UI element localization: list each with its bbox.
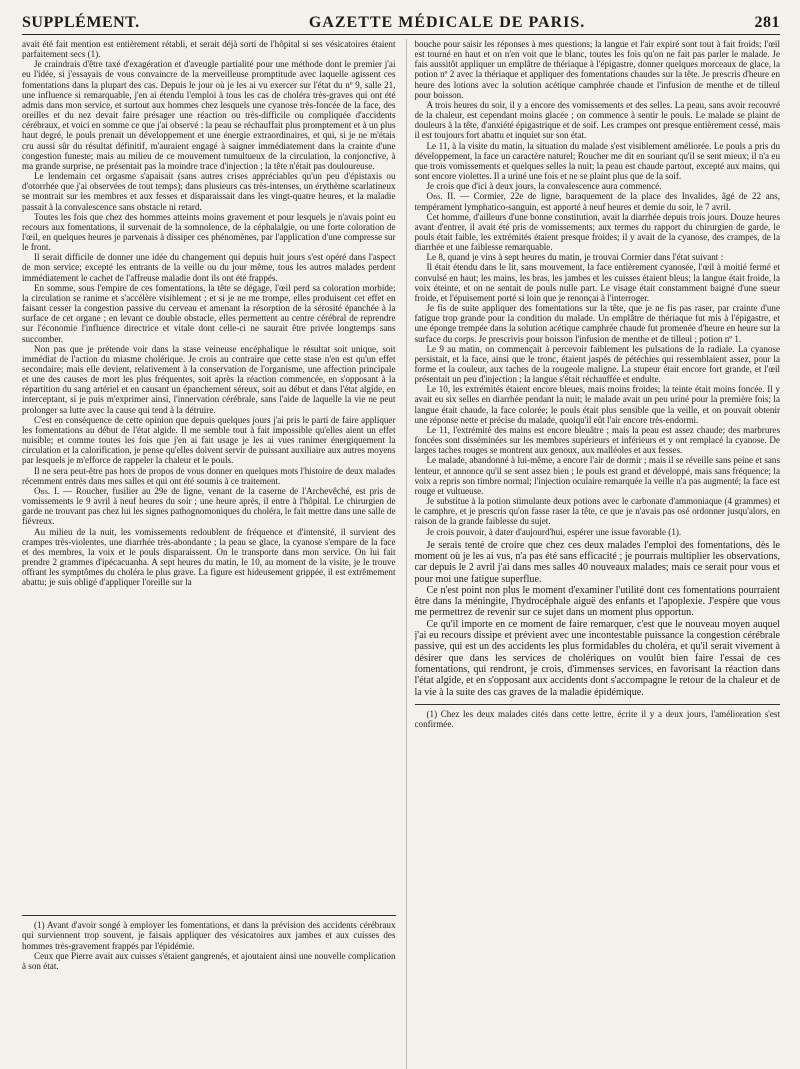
right-text-large (415, 540, 781, 698)
paragraph: Ce n'est point non plus le moment d'examiner l'utilité dont ces fomentations pourraient être dans la méningite, l'hydrocéphale aiguë des enfants et l'apoplexie. J'espère que vous me permettrez de revenir sur ce sujet dans un moment plus opportun. (414, 584, 780, 619)
paragraph: Le 11, l'extrémité des mains est encore bleuâtre ; mais la peau est assez chaude; des marbrures foncées sont disséminées sur les membres supérieurs et inférieurs et y ont remplacé la cyanose. De larges taches rouges se montrent aux genoux, aux malléoles et aux fesses. (414, 424, 780, 456)
right-column-body (415, 39, 781, 1049)
footnote: (1) Avant d'avoir songé à employer les fomentations, et dans la prévision des accidents cérébraux qui surviennent trop souvent, je faisais appliquer des vésicatoires aux jambes et aux cuisses des hommes très-gravement frappés par l'épidémie. (22, 920, 396, 951)
left-column-body (22, 39, 396, 909)
footnote: (1) Chez les deux malades cités dans cette lettre, écrite il y a deux jours, l'amélioration s'est confirmée. (414, 708, 780, 730)
observation-label: Obs. II. (426, 191, 456, 202)
right-text (415, 39, 781, 537)
paragraph: En somme, sous l'empire de ces fomentations, la tête se dégage, l'œil perd sa coloration morbide; la circulation se ranime et s'accélère visiblement ; et si je ne me trompe, elles produisent cet effet en faisant cesser la congestion passive du cerveau et amenant la résorption de la sérosité épanchée à la surface de cet organe ; en levant ce double obstacle, elles permettent au centre cérébral de reprendre sur l'économie l'influence directrice et vitale dont celle-ci ne saurait être privée longtemps sans succomber. (22, 282, 396, 344)
paragraph: Cet homme, d'ailleurs d'une bonne constitution, avait la diarrhée depuis trois jours. Douze heures avant d'entrer, il avait été pris de vomissements; aux termes du rapport du chirurgien de garde, le pouls était faible, les extrémités étaient presque froides; il y avait de la cyanose, des crampes, de la diarrhée et une faiblesse remarquable. (414, 211, 780, 253)
paragraph: Le 9 au matin, on commençait à percevoir faiblement les pulsations de la radiale. La cyanose persistait, et la face, ainsi que le tronc, étaient jaspés de pétéchies qui ressemblaient assez, pour la forme et la couleur, aux taches de la rougeole maligne. La stupeur était encore fort grande, et l'œil présentait un peu d'injection ; la langue s'était réchauffée et endulte. (414, 343, 780, 385)
journal-title: GAZETTE MÉDICALE DE PARIS. (308, 14, 586, 31)
paragraph: Il était étendu dans le lit, sans mouvement, la face entièrement cyanosée, l'œil à moitié fermé et convulsé en haut; les mains, les bras, les jambes et les cuisses étaient bleus; la langue était froide, la voix éteinte, et on ne sentait de pouls nulle part. Le visage était constamment baigné d'une sueur froide, et l'épuisement porté si loin que je renonçai à l'interroger. (414, 262, 780, 303)
paragraph: Le malade, abandonné à lui-même, a encore l'air de dormir ; mais il se réveille sans peine et sans lenteur, et annonce qu'il se sent assez bien ; le pouls est grand et développé, mais sans fréquence; la voix a repris son timbre normal; l'injection oculaire remarquée la veille n'a pas augmenté; la face est rouge et vultueuse. (414, 455, 780, 496)
paragraph: Le 11, à la visite du matin, la situation du malade s'est visiblement améliorée. Le pouls a pris du développement, la face un caractère naturel; Roucher me dit en souriant qu'il se sent mieux; il n'a eu que trois vomissements et quelques selles la nuit; la peau est chaude partout, excepté aux mains, qui sont encore violettes. Il a uriné une fois et ne se plaint plus que de la soif. (414, 140, 780, 182)
right-column (406, 39, 781, 1069)
footnote-divider (415, 704, 781, 705)
paragraph: Le 10, les extrémités étaient encore bleues, mais moins froides; la teinte était moins foncée. Il y avait eu six selles en diarrhée pendant la nuit; le malade avait un peu uriné pour la première fois; la langue était chaude, la face colorée; le pouls était plus sensible que la veille, et on pouvait obtenir une réponse nette et précise du malade, quoiqu'il eût l'air encore très-endormi. (414, 384, 780, 425)
paragraph: Le 8, quand je vins à sept heures du matin, je trouvai Cormier dans l'état suivant : (426, 252, 724, 263)
columns (22, 39, 780, 1069)
page-number: 281 (754, 14, 780, 31)
paragraph: Toutes les fois que chez des hommes atteints moins gravement et pour lesquels je n'avais point eu recours aux fomentations, il survenait de la somnolence, de la céphalalgie, ou une forte coloration de l'œil, en quelques heures je parvenais à dissiper ces phénomènes, par l'application d'une compresse sur le front. (22, 211, 396, 253)
observation-text: — Roucher, fusilier au 29e de ligne, venant de la caserne de l'Archevêché, est pris de vomissements le 9 avril à neuf heures du soir ; une heure après, il entre à l'hôpital. Le chirurgien de garde ne trouvant pas chez lui les signes pathognomoniques du choléra, le fait mettre dans une salle de fiévreux. (22, 485, 396, 527)
paragraph: Non pas que je prétende voir dans la stase veineuse encéphalique le résultat soit unique, soit immédiat de l'action du miasme cholérique. Je crois au contraire que cette stase n'en est qu'un effet secondaire; mais elle devient, relativement à la conservation de l'organisme, une affection principale et une des causes de mort les plus fréquentes, soit après la réaction commencée, en s'opposant à la répartition du sang artériel et en causant un épanchement séreux, soit au début et dans l'état algide, en interceptant, si je puis m'exprimer ainsi, l'innervation cérébrale, sans l'aide de laquelle la vie ne peut prolonger sa lutte avec la cause qui tend à la détruire. (22, 343, 396, 415)
paragraph: avait été fait mention est entièrement rétabli, et serait déjà sorti de l'hôpital si ses vésicatoires étaient parfaitement secs (1). (22, 39, 396, 60)
paragraph: Je serais tenté de croire que chez ces deux malades l'emploi des fomentations, dès le moment où je les ai vus, n'a pas été sans efficacité ; je pourrais multiplier les observations, car depuis le 2 avril j'ai dans mes salles 40 nouveaux malades; mais ce serait pour vous et pour moi une fatigue superflue. (414, 539, 780, 585)
observation-label: Obs. I. (34, 485, 60, 496)
paragraph: Au milieu de la nuit, les vomissements redoublent de fréquence et d'intensité, il survient des crampes très-violentes, une diarrhée très-abondante ; la peau se glace, la cyanose s'empare de la face et des membres, la voix et le pouls disparaissent. On le transporte dans mon service. On lui fait prendre 2 grammes d'ipécacuanha. A sept heures du matin, le 10, au moment de la visite, je le trouve offrant les symptômes du choléra le plus grave. La figure est hideusement grippée, il est extrêmement abattu; je suis obligé d'appliquer l'oreille sur la (22, 526, 396, 588)
paragraph: Je crois que d'ici à deux jours, la convalescence aura commencé. (426, 181, 662, 192)
observation-1 (22, 486, 396, 527)
page-header (22, 14, 780, 35)
paragraph: Il serait difficile de donner une idée du changement qui depuis huit jours s'est opéré dans l'aspect de mon service; excepté les entrants de la veille ou du jour même, tous les autres malades perdent immédiatement le cachet de l'affreuse maladie dont ils ont été frappés. (22, 252, 396, 283)
paragraph: A trois heures du soir, il y a encore des vomissements et des selles. La peau, sans avoir recouvré de la chaleur, est cependant moins glacée ; on commence à sentir le pouls. Le malade se plaint de douleurs à la tête, d'anxiété épigastrique et de soif. Les crampes ont presque entièrement cessé, mais il est toujours fort abattu et inquiet sur son état. (414, 99, 780, 141)
footnote: Ceux que Pierre avait aux cuisses s'étaient gangrenés, et ajoutaient ainsi une nouvelle complication à son état. (22, 950, 396, 972)
paragraph: Il ne sera peut-être pas hors de propos de vous donner en quelques mots l'histoire de deux malades récemment entrés dans mes salles et qui ont été soumis à ce traitement. (22, 465, 396, 486)
footnote-divider (22, 915, 396, 916)
paragraph: Ce qu'il importe en ce moment de faire remarquer, c'est que le nouveau moyen auquel j'ai eu recours dissipe et prévient avec une incontestable puissance la congestion cérébrale passive, qui est un des accidents les plus formidables du choléra, et qu'il serait vivement à désirer que dans les services de cholériques on voulût bien faire l'essai de ces fomentations, qui rendront, je crois, d'immenses services, en favorisant la réaction dans l'état algide, et en s'opposant aux accidents dont s'accompagne le retour de la chaleur et de la vie à la suite des cas graves de la maladie épidémique. (414, 618, 780, 698)
paragraph: Je craindrais d'être taxé d'exagération et d'aveugle partialité pour une méthode dont le premier j'ai eu l'idée, si j'essayais de vous convaincre de la merveilleuse promptitude avec laquelle agissent ces fomentations dans la plupart des cas. Depuis le jour où je les ai vu exercer sur l'état du nº 9, salle 21, une influence si remarquable, j'en ai étendu l'emploi à tous les cas de choléra très-graves qui ont été admis dans mon service, et surtout aux hommes chez lesquels une cyanose très-foncée de la face, des oreilles et du nez devait faire présager une réaction ou très-difficile ou compliquée d'accidents cérébraux, et voici en somme ce que j'ai observé : la peau se réchauffait plus promptement et à un plus haut degré, le pouls prenait un développement et une énergie extraordinaires, et qui, si je ne m'étais cru aussi sûr du résultat définitif, m'auraient engagé à saigner immédiatement dans la crainte d'une congestion funeste; mais au milieu de ce mouvement tumultueux de la circulation, la conjonctive, à ma grande surprise, ne présentait pas la moindre trace d'injection ; la tête n'était pas douloureuse. (22, 59, 396, 171)
observation-text: — Cormier, 22e de ligne, baraquement de la place des Invalides, âgé de 22 ans, tempérament lymphatico-sanguin, est apporté à neuf heures et demie du soir, le 7 avril. (414, 191, 780, 212)
observation-2 (415, 191, 781, 211)
left-text (22, 39, 396, 587)
paragraph: C'est en conséquence de cette opinion que depuis quelques jours j'ai pris le parti de faire appliquer les fomentations au début de l'état algide. Il me semble tout à fait impossible qu'elles aient un effet nuisible; et comme toutes les fois que j'en ai fait usage je les ai vues ranimer énergiquement la circulation et la calorification, je pense qu'elles doivent servir de puissant auxiliaire aux autres moyens par lesquels je m'efforce de rappeler la chaleur et le pouls. (22, 414, 396, 466)
left-footnotes (22, 920, 396, 971)
left-column (22, 39, 396, 1069)
paragraph: Je substitue à la potion stimulante deux potions avec le carbonate d'ammoniaque (4 grammes) et le camphre, et je prescris qu'on fasse raser la tête, ce que je n'avais pas osé ordonner jusqu'alors, en raison de la grande faiblesse du sujet. (414, 496, 780, 527)
paragraph: Je crois pouvoir, à dater d'aujourd'hui, espérer une issue favorable (1). (426, 526, 682, 537)
paragraph: Le lendemain cet orgasme s'apaisait (sans autres crises appréciables qu'un peu d'épistaxis ou d'otorrhée que j'ai observées de tout temps); dans plusieurs cas très-intenses, un érythème scarlatineux se montrait sur les membres et aux fesses et disparaissait dans les vingt-quatre heures, et la maladie passait à la convalescence sans obstacle ni retard. (22, 171, 396, 212)
supplement-label: SUPPLÉMENT. (22, 14, 140, 31)
right-footnotes (415, 709, 781, 730)
paragraph: Je fis de suite appliquer des fomentations sur la tête, que je ne fis pas raser, par crainte d'une fatigue trop grande pour la condition du malade. Un emplâtre de thériaque fut mis à l'épigastre, et une éponge trempée dans la solution acétique camphrée chaude fut promenée d'heure en heure sur la surface du corps. Je prescrivis pour boisson l'infusion de menthe et de tilleul ; potion nº 1. (414, 303, 780, 344)
paragraph: bouche pour saisir les réponses à mes questions; la langue et l'air expiré sont tout à fait froids; l'œil est tourné en haut et on n'en voit que le blanc, toutes les fois qu'on ne fait pas parler le malade. Je fais aussitôt appliquer un emplâtre de thériaque à l'épigastre, donner quelques morceaux de glace, la potion nº 2 avec la thériaque et appliquer des fomentations chaudes sur la tête. Je prescris d'heure en heure des lotions avec la solution acétique camphrée chaude et l'infusion de menthe et de tilleul pour boisson. (414, 39, 780, 100)
